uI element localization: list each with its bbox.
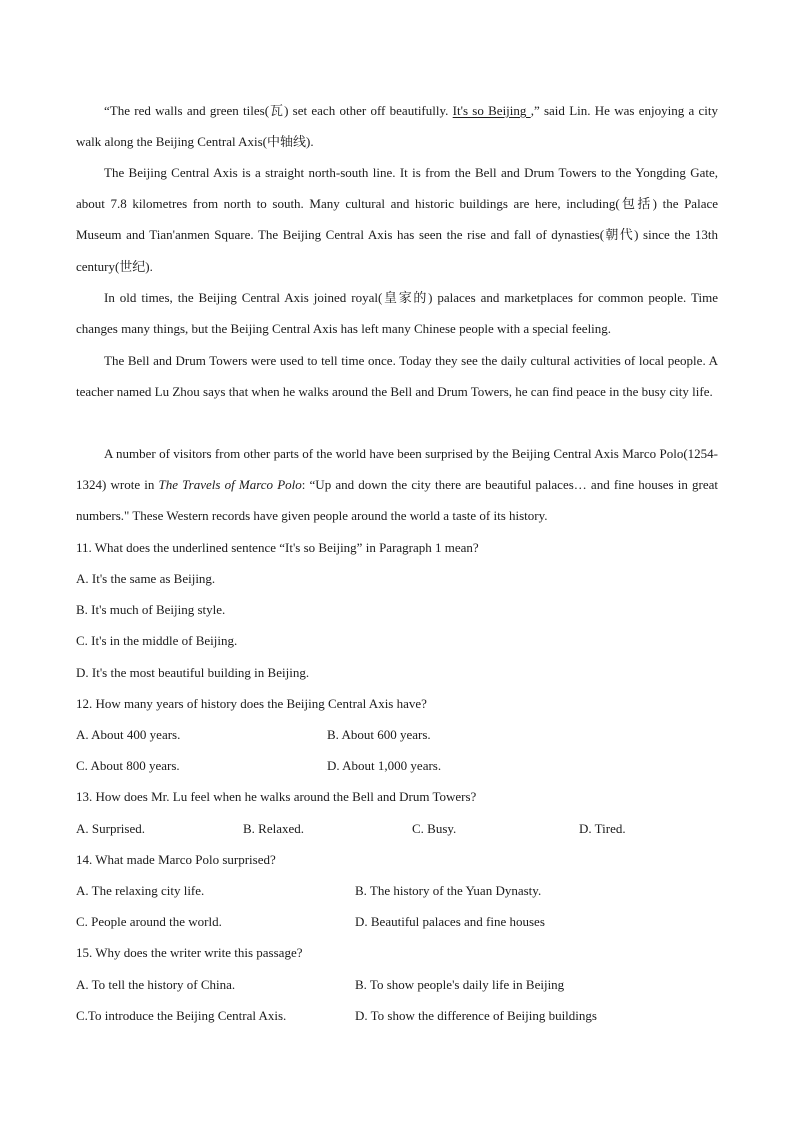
question-11-option-c[interactable]: C. It's in the middle of Beijing. — [76, 633, 238, 648]
question-12-stem: 12. How many years of history does the Beijing Central Axis have? — [76, 696, 427, 711]
paragraph-3 — [76, 282, 718, 344]
paragraph-5-text-after: : “Up and down the city there are beautiful palaces… and fine houses in great numbers." These Western records have given people around the world a taste of its history. — [76, 477, 719, 524]
paragraph-5-text-before: A number of visitors from other parts of the world have been surprised by the Beijing Central Axis Marco Polo(1254-1324) wrote in — [76, 446, 718, 493]
question-14-option-a[interactable]: A. The relaxing city life. — [76, 883, 205, 898]
question-11-option-a[interactable]: A. It's the same as Beijing. — [76, 571, 216, 586]
paragraph-1-text-after: ,” said Lin. He was enjoying a city walk along the Beijing Central Axis(中轴线). — [76, 103, 719, 150]
question-11-option-b[interactable]: B. It's much of Beijing style. — [76, 602, 226, 617]
paragraph-4 — [76, 345, 718, 407]
question-12-option-d[interactable]: D. About 1,000 years. — [327, 758, 442, 773]
question-15-option-d[interactable]: D. To show the difference of Beijing buildings — [355, 1008, 597, 1023]
paragraph-1-text-before: “The red walls and green tiles(瓦) set each other off beautifully. — [104, 103, 453, 118]
question-13-option-d[interactable]: D. Tired. — [579, 821, 626, 836]
paragraph-4-text: The Bell and Drum Towers were used to tell time once. Today they see the daily cultural activities of local people. A teacher named Lu Zhou says that when he walks around the Bell and Drum Towers, he can find peace in the busy city life. — [76, 353, 718, 400]
underlined-sentence: It's so Beijing — [452, 103, 531, 118]
book-title: The Travels of Marco Polo — [158, 477, 302, 493]
question-14-option-c[interactable]: C. People around the world. — [76, 914, 222, 929]
paragraph-3-text: In old times, the Beijing Central Axis joined royal(皇家的) palaces and marketplaces for common people. Time changes many things, but the Beijing Central Axis has left many Chinese people with a special feeling. — [76, 290, 718, 337]
question-15-option-c[interactable]: C.To introduce the Beijing Central Axis. — [76, 1008, 287, 1023]
paragraph-1 — [76, 95, 718, 157]
question-12-option-c[interactable]: C. About 800 years. — [76, 758, 180, 773]
paragraph-2-text: The Beijing Central Axis is a straight north-south line. It is from the Bell and Drum Towers to the Yongding Gate, about 7.8 kilometres from north to south. Many cultural and historic buildings are here, including(包括) the Palace Museum and Tian'anmen Square. The Beijing Central Axis has seen the rise and fall of dynasties(朝代) since the 13th century(世纪). — [76, 165, 718, 274]
question-15-stem: 15. Why does the writer write this passage? — [76, 945, 303, 960]
paragraph-5 — [76, 438, 718, 532]
question-11-option-d[interactable]: D. It's the most beautiful building in Beijing. — [76, 665, 310, 680]
question-14-stem: 14. What made Marco Polo surprised? — [76, 852, 276, 867]
paragraph-2 — [76, 157, 718, 282]
question-13-stem: 13. How does Mr. Lu feel when he walks around the Bell and Drum Towers? — [76, 789, 477, 804]
question-14-option-d[interactable]: D. Beautiful palaces and fine houses — [355, 914, 545, 929]
question-11-stem: 11. What does the underlined sentence “It's so Beijing” in Paragraph 1 mean? — [76, 540, 479, 555]
question-13-option-c[interactable]: C. Busy. — [412, 821, 457, 836]
question-12-option-b[interactable]: B. About 600 years. — [327, 727, 431, 742]
question-14-option-b[interactable]: B. The history of the Yuan Dynasty. — [355, 883, 542, 898]
question-12-option-a[interactable]: A. About 400 years. — [76, 727, 181, 742]
question-15-option-b[interactable]: B. To show people's daily life in Beijing — [355, 977, 565, 992]
question-13-option-a[interactable]: A. Surprised. — [76, 821, 145, 836]
question-13-option-b[interactable]: B. Relaxed. — [243, 821, 305, 836]
question-15-option-a[interactable]: A. To tell the history of China. — [76, 977, 236, 992]
